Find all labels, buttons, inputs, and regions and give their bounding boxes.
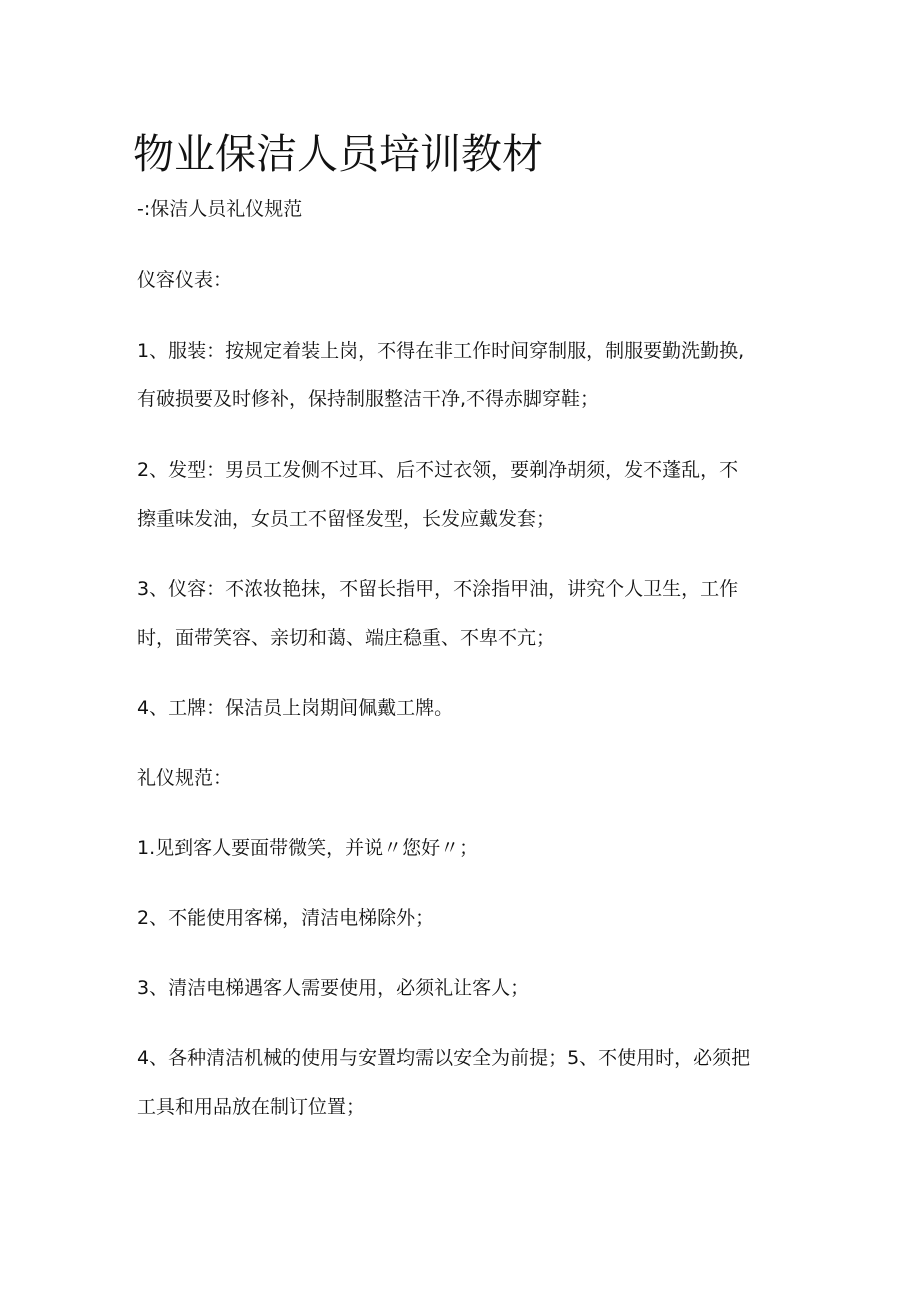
appearance-heading: 仪容仪表： (137, 269, 233, 291)
etiquette-item-1: 1.见到客人要面带微笑，并说〃您好〃； (137, 837, 479, 859)
appearance-item-2-line-2: 擦重味发油，女员工不留怪发型，长发应戴发套； (137, 508, 556, 530)
etiquette-item-4-line-1: 4、各种清洁机械的使用与安置均需以安全为前提；5、不使用时，必须把 (137, 1047, 751, 1069)
etiquette-heading: 礼仪规范： (137, 767, 233, 789)
appearance-item-2-line-1: 2、发型：男员工发侧不过耳、后不过衣领，要剃净胡须，发不蓬乱，不 (137, 459, 739, 481)
etiquette-item-2: 2、不能使用客梯，清洁电梯除外； (137, 907, 435, 929)
appearance-item-1-line-2: 有破损要及时修补，保持制服整洁干净,不得赤脚穿鞋； (137, 388, 600, 410)
appearance-item-1-line-1: 1、服装：按规定着装上岗，不得在非工作时间穿制服，制服要勤洗勤换, (137, 340, 745, 362)
section-heading: -:保洁人员礼仪规范 (137, 198, 303, 220)
appearance-item-3-line-2: 时，面带笑容、亲切和蔼、端庄稳重、不卑不亢； (137, 627, 556, 649)
document-title: 物业保洁人员培训教材 (133, 130, 543, 178)
appearance-item-3-line-1: 3、仪容：不浓妆艳抹，不留长指甲，不涂指甲油，讲究个人卫生，工作 (137, 578, 739, 600)
etiquette-item-4-line-2: 工具和用品放在制订位置； (137, 1096, 366, 1118)
etiquette-item-3: 3、清洁电梯遇客人需要使用，必须礼让客人； (137, 977, 530, 999)
appearance-item-4: 4、工牌：保洁员上岗期间佩戴工牌。 (137, 697, 454, 719)
